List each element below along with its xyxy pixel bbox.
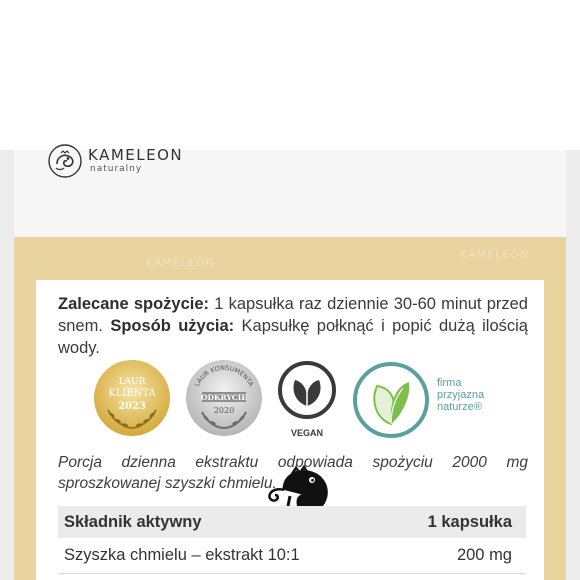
eco-leaf-badge-icon [351, 360, 431, 440]
brand-name: KAMELEON [88, 146, 184, 164]
watermark: KAMELEON [460, 248, 529, 261]
ingredient-name: Szyszka chmielu – ekstrakt 10:1 [64, 546, 300, 564]
portion-note: Porcja dzienna ekstraktu odpowiada spożyciu 2000 mg sproszkowanej szyszki chmielu. [58, 454, 528, 492]
brand-logo-block [48, 143, 183, 179]
recommended-text: 1 kapsułka raz dziennie 30-60 minut przed snem. [58, 295, 528, 335]
table-row [58, 538, 526, 574]
recommended-label: Zalecane spożycie: [58, 295, 210, 313]
label-left-edge [0, 150, 14, 580]
laur-klienta-badge-icon [92, 358, 172, 438]
chameleon-logo-icon [48, 144, 82, 178]
label-right-edge [566, 150, 580, 580]
laur-klienta-line2: KLIENTA [108, 388, 156, 399]
eco-text-line1: firma [437, 377, 462, 389]
eco-text-line3: naturze® [437, 401, 482, 413]
top-white-area [0, 0, 580, 150]
header-ingredient: Składnik aktywny [64, 512, 202, 531]
header-amount: 1 kapsułka [427, 512, 512, 531]
eco-text-line2: przyjazna [437, 389, 485, 401]
table-header [58, 506, 526, 538]
laur-konsumenta-year: 2020 [213, 406, 235, 415]
laur-konsumenta-arc: LAUR KONSUMENTA [192, 363, 256, 388]
usage-label: Sposób użycia: [110, 317, 235, 335]
laur-konsumenta-badge-icon [184, 358, 264, 438]
vegan-label: VEGAN [290, 428, 324, 438]
laur-konsumenta-ribbon: ODKRYCIE [201, 393, 247, 402]
dosage-instructions [58, 293, 528, 359]
watermark: KAMELEON [146, 256, 215, 269]
usage-text: Kapsułkę połknąć i popić dużą ilością wody. [58, 317, 528, 357]
laur-klienta-line1: LAUR [118, 377, 146, 387]
brand-tagline: naturalny [90, 164, 143, 174]
eco-text [437, 377, 484, 413]
ingredients-table [58, 506, 526, 574]
vegan-badge-icon [275, 360, 339, 440]
ingredient-amount: 200 mg [456, 546, 512, 564]
laur-klienta-year: 2023 [118, 401, 146, 412]
